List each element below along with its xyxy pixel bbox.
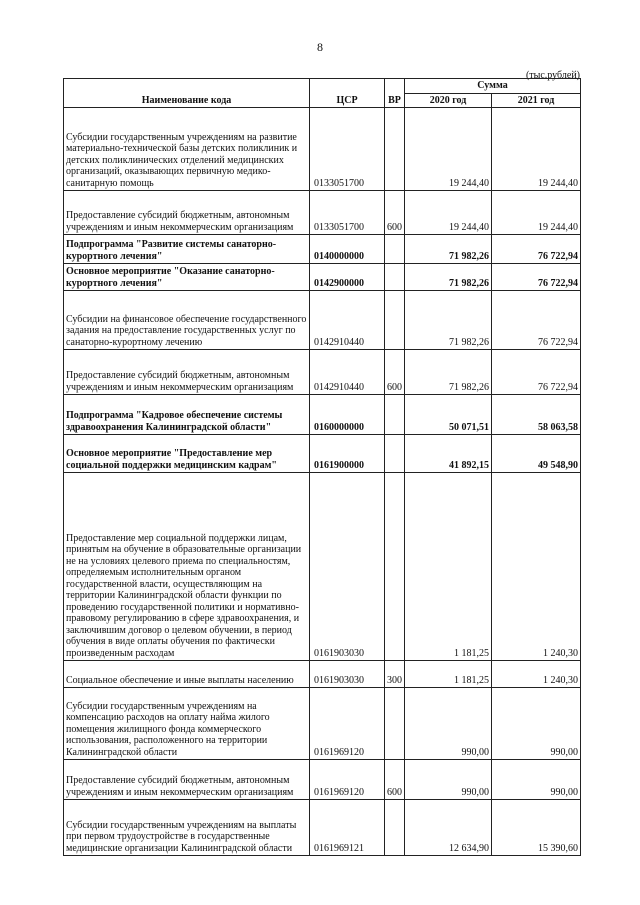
table-row	[64, 661, 581, 688]
row-csr-code: 0161969120	[310, 760, 385, 800]
row-vr-code	[385, 264, 405, 291]
row-sum-2021: 1 240,30	[492, 473, 581, 661]
row-csr-code: 0133051700	[310, 108, 385, 191]
row-vr-code	[385, 473, 405, 661]
row-sum-2020: 50 071,51	[405, 395, 492, 435]
row-sum-2021: 58 063,58	[492, 395, 581, 435]
table-row	[64, 264, 581, 291]
row-csr-code: 0161900000	[310, 435, 385, 473]
row-sum-2020: 19 244,40	[405, 108, 492, 191]
table-row	[64, 760, 581, 800]
table-row	[64, 688, 581, 760]
row-vr-code	[385, 395, 405, 435]
row-name: Субсидии государственным учреждениям на выплаты при первом трудоустройстве в государственные медицинские организации Калининградской области	[64, 800, 310, 856]
header-2020: 2020 год	[405, 93, 492, 108]
row-csr-code: 0161903030	[310, 661, 385, 688]
row-sum-2021: 990,00	[492, 760, 581, 800]
table-row	[64, 395, 581, 435]
row-csr-code: 0142910440	[310, 350, 385, 395]
row-csr-code: 0161903030	[310, 473, 385, 661]
row-vr-code	[385, 235, 405, 264]
row-name: Социальное обеспечение и иные выплаты населению	[64, 661, 310, 688]
row-sum-2020: 1 181,25	[405, 473, 492, 661]
row-sum-2020: 19 244,40	[405, 191, 492, 235]
row-name: Предоставление субсидий бюджетным, автономным учреждениям и иным некоммерческим организациям	[64, 350, 310, 395]
row-name: Предоставление мер социальной поддержки лицам, принятым на обучение в образовательные организации не на условиях целевого приема по специальностям, определяемым исполнительным органом государственной власти, осуществляющим на территории Калининградской области функции по проведению государственной политики и нормативно-правовому регулированию в сфере здравоохранения, и заключившим договор о целевом обучении, в период обучения в виде оплаты обучения по фактически произведенным расходам	[64, 473, 310, 661]
table-row	[64, 108, 581, 191]
row-sum-2021: 76 722,94	[492, 235, 581, 264]
header-sum: Сумма	[405, 79, 581, 94]
budget-table	[63, 78, 581, 856]
table-row	[64, 473, 581, 661]
row-sum-2020: 41 892,15	[405, 435, 492, 473]
header-csr: ЦСР	[310, 79, 385, 108]
row-name: Субсидии государственным учреждениям на развитие материально-технической базы детских поликлиник и детских поликлинических отделений медицинских организаций, оказывающих первичную медико-санитарную помощь	[64, 108, 310, 191]
row-sum-2021: 76 722,94	[492, 350, 581, 395]
row-vr-code: 600	[385, 191, 405, 235]
table-row	[64, 235, 581, 264]
row-sum-2021: 1 240,30	[492, 661, 581, 688]
row-sum-2020: 71 982,26	[405, 235, 492, 264]
row-sum-2021: 990,00	[492, 688, 581, 760]
page-number: 8	[317, 40, 323, 54]
row-sum-2020: 1 181,25	[405, 661, 492, 688]
row-vr-code	[385, 800, 405, 856]
row-sum-2020: 71 982,26	[405, 350, 492, 395]
table-row	[64, 191, 581, 235]
units-label: (тыс.рублей)	[525, 70, 580, 81]
row-vr-code	[385, 291, 405, 350]
header-2021: 2021 год	[492, 93, 581, 108]
row-csr-code: 0133051700	[310, 191, 385, 235]
row-vr-code	[385, 108, 405, 191]
row-vr-code: 300	[385, 661, 405, 688]
row-vr-code	[385, 435, 405, 473]
row-sum-2020: 12 634,90	[405, 800, 492, 856]
row-sum-2021: 15 390,60	[492, 800, 581, 856]
row-sum-2021: 49 548,90	[492, 435, 581, 473]
row-csr-code: 0160000000	[310, 395, 385, 435]
row-name: Субсидии государственным учреждениям на компенсацию расходов на оплату найма жилого помещения жилищного фонда коммерческого использования, расположенного на территории Калининградской области	[64, 688, 310, 760]
row-csr-code: 0142910440	[310, 291, 385, 350]
row-sum-2021: 19 244,40	[492, 108, 581, 191]
row-sum-2020: 990,00	[405, 760, 492, 800]
row-sum-2020: 990,00	[405, 688, 492, 760]
row-csr-code: 0161969120	[310, 688, 385, 760]
row-name: Подпрограмма "Кадровое обеспечение системы здравоохранения Калининградской области"	[64, 395, 310, 435]
row-csr-code: 0142900000	[310, 264, 385, 291]
row-sum-2021: 19 244,40	[492, 191, 581, 235]
row-sum-2020: 71 982,26	[405, 291, 492, 350]
row-csr-code: 0161969121	[310, 800, 385, 856]
row-vr-code	[385, 688, 405, 760]
row-name: Субсидии на финансовое обеспечение государственного задания на предоставление государственных услуг по санаторно-курортному лечению	[64, 291, 310, 350]
row-vr-code: 600	[385, 350, 405, 395]
row-sum-2021: 76 722,94	[492, 291, 581, 350]
row-name: Основное мероприятие "Оказание санаторно-курортного лечения"	[64, 264, 310, 291]
row-name: Предоставление субсидий бюджетным, автономным учреждениям и иным некоммерческим организациям	[64, 191, 310, 235]
row-name: Основное мероприятие "Предоставление мер социальной поддержки медицинским кадрам"	[64, 435, 310, 473]
row-csr-code: 0140000000	[310, 235, 385, 264]
table-row	[64, 291, 581, 350]
table-row	[64, 350, 581, 395]
row-sum-2020: 71 982,26	[405, 264, 492, 291]
table-row	[64, 435, 581, 473]
row-sum-2021: 76 722,94	[492, 264, 581, 291]
row-name: Предоставление субсидий бюджетным, автономным учреждениям и иным некоммерческим организациям	[64, 760, 310, 800]
header-name: Наименование кода	[64, 79, 310, 108]
row-name: Подпрограмма "Развитие системы санаторно-курортного лечения"	[64, 235, 310, 264]
table-row	[64, 800, 581, 856]
row-vr-code: 600	[385, 760, 405, 800]
header-vr: ВР	[385, 79, 405, 108]
